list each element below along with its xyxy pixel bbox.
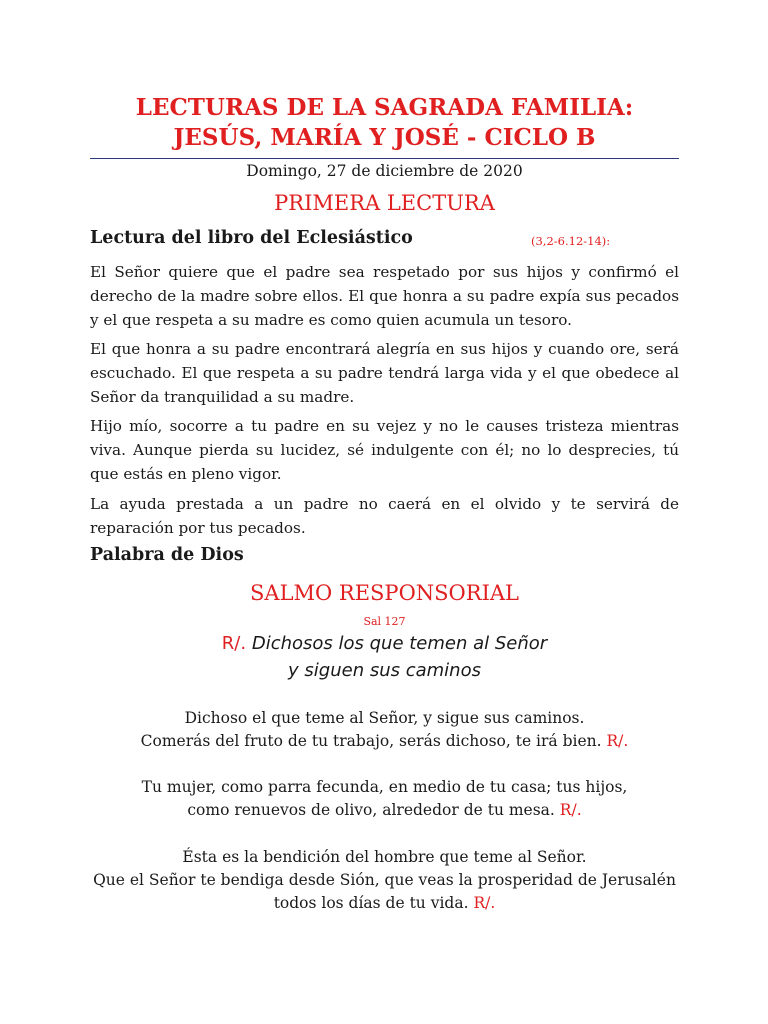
reading-paragraph-3: Hijo mío, socorre a tu padre en su vejez y no le causes tristeza mientras viva. Aunque pierda su lucidez, sé indulgente con él; no lo desprecies, tú que estás en pleno vigor. [90, 417, 679, 483]
psalm-stanza-1 [90, 707, 679, 753]
response-text-1: Dichosos los que temen al Señor [251, 633, 548, 654]
stanza-2-line-2 [90, 799, 679, 822]
stanza-2-refrain-end: . [576, 801, 582, 819]
reading-paragraph-4: La ayuda prestada a un padre no caerá en el olvido y te servirá de reparación por tus pecados. [90, 495, 679, 537]
document-title-line-1: LECTURAS DE LA SAGRADA FAMILIA: [135, 94, 634, 121]
psalm-reference: Sal 127 [363, 615, 406, 628]
psalm-response [90, 630, 679, 684]
stanza-3-line-1: Ésta es la bendición del hombre que teme al Señor. [182, 848, 587, 866]
stanza-1-line-2-text: Comerás del fruto de tu trabajo, serás dichoso, te irá bien. [140, 732, 607, 750]
reading-paragraph-1: El Señor quiere que el padre sea respetado por sus hijos y confirmó el derecho de la madre sobre ellos. El que honra a su padre expía sus pecados y el que respeta a su madre es como quien acumula un tesoro. [90, 263, 679, 329]
stanza-2-refrain: R/ [559, 801, 577, 819]
first-reading-reference: (3,2-6.12-14): [531, 234, 611, 248]
psalm-stanza-3 [90, 846, 679, 915]
psalm-response-line-1 [90, 630, 679, 657]
stanza-2-line-1: Tu mujer, como parra fecunda, en medio de tu casa; tus hijos, [141, 778, 628, 796]
stanza-1-line-1: Dichoso el que teme al Señor, y sigue sus caminos. [184, 709, 585, 727]
title-divider [90, 158, 679, 159]
stanza-3-refrain: R/ [473, 894, 491, 912]
psalm-response-line-2: y siguen sus caminos [288, 660, 481, 681]
stanza-3-refrain-end: . [490, 894, 496, 912]
stanza-1-line-2 [90, 730, 679, 753]
response-mark: R/. [221, 633, 247, 654]
stanza-1-refrain-end: . [623, 732, 629, 750]
psalm-heading: SALMO RESPONSORIAL [250, 581, 519, 605]
stanza-3-line-2: Que el Señor te bendiga desde Sión, que veas la prosperidad de Jerusalén [93, 871, 676, 889]
document-title-line-2: JESÚS, MARÍA Y JOSÉ - CICLO B [173, 124, 596, 151]
liturgy-date: Domingo, 27 de diciembre de 2020 [246, 162, 523, 180]
stanza-2-line-2-text: como renuevos de olivo, alrededor de tu mesa. [187, 801, 560, 819]
stanza-1-refrain: R/ [606, 732, 624, 750]
first-reading-title: Lectura del libro del Eclesiástico [90, 228, 413, 248]
psalm-stanza-2 [90, 776, 679, 822]
first-reading-heading: PRIMERA LECTURA [274, 191, 495, 215]
stanza-3-line-3-text: todos los días de tu vida. [273, 894, 474, 912]
reading-paragraph-2: El que honra a su padre encontrará alegría en sus hijos y cuando ore, será escuchado. El que respeta a su padre tendrá larga vida y el que obedece al Señor da tranquilidad a su madre. [90, 340, 679, 406]
reading-closing: Palabra de Dios [90, 545, 244, 565]
stanza-3-line-3 [90, 892, 679, 915]
